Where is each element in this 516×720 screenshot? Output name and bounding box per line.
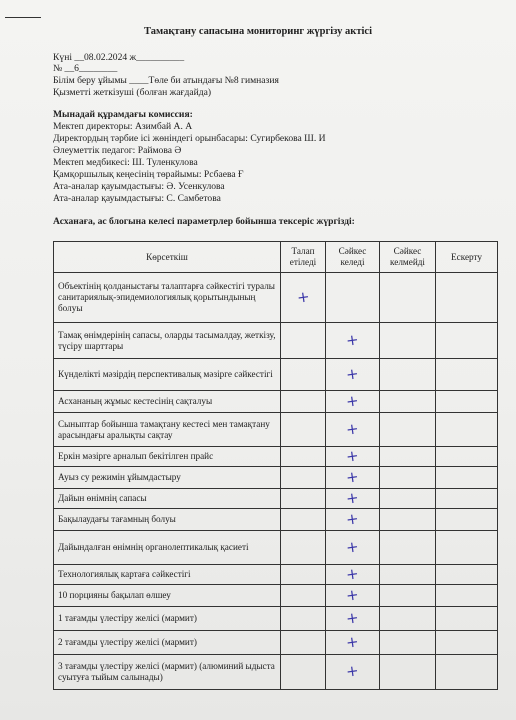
required-cell xyxy=(281,565,326,585)
indicator-cell: Объектінің қолданыстағы талаптарға сәйкестігі туралы санитариялық-эпидемиологиялық қорытындының болуы xyxy=(54,273,281,323)
note-cell xyxy=(436,531,498,565)
complies-cell xyxy=(326,413,380,447)
complies-cell xyxy=(326,323,380,359)
supplier-line: Қызметті жеткізуші (болған жағдайда) xyxy=(53,87,212,98)
plus-mark: + xyxy=(295,286,311,307)
not-complies-cell xyxy=(380,447,436,467)
commission-heading: Мынадай құрамдағы комиссия: xyxy=(53,109,193,120)
note-cell xyxy=(436,467,498,489)
required-cell xyxy=(281,447,326,467)
not-complies-cell xyxy=(380,565,436,585)
not-complies-cell xyxy=(380,531,436,565)
not-complies-cell xyxy=(380,467,436,489)
commission-member: Қамқоршылық кеңесінің төрайымы: Рсбаева Ғ xyxy=(53,169,244,180)
indicator-cell: Сыныптар бойынша тамақтану кестесі мен тамақтану арасындағы аралықты сақтау xyxy=(54,413,281,447)
table-row xyxy=(54,447,498,467)
not-complies-cell xyxy=(380,323,436,359)
complies-cell xyxy=(326,509,380,531)
commission-member: Мектеп медбикесі: Ш. Туленкулова xyxy=(53,157,198,168)
plus-mark: + xyxy=(345,418,360,439)
not-complies-cell xyxy=(380,489,436,509)
commission-member: Әлеуметтік педагог: Раймова Ә xyxy=(53,145,182,156)
not-complies-cell xyxy=(380,391,436,413)
indicator-cell: Асхананың жұмыс кестесінің сақталуы xyxy=(54,391,281,413)
table-row xyxy=(54,467,498,489)
plus-mark: + xyxy=(345,536,360,557)
plus-mark: + xyxy=(345,563,360,584)
complies-cell xyxy=(326,359,380,391)
required-cell xyxy=(281,607,326,631)
plus-mark: + xyxy=(345,631,360,652)
commission-member: Ата-аналар қауымдастығы: С. Самбетова xyxy=(53,193,221,204)
note-cell xyxy=(436,413,498,447)
complies-cell xyxy=(326,447,380,467)
not-complies-cell xyxy=(380,655,436,690)
top-rule xyxy=(5,17,41,18)
note-cell xyxy=(436,447,498,467)
required-cell xyxy=(281,413,326,447)
complies-cell xyxy=(326,531,380,565)
header-note: Ескерту xyxy=(436,242,498,273)
indicator-cell: 1 тағамды үлестіру желісі (мармит) xyxy=(54,607,281,631)
plus-mark: + xyxy=(345,508,360,529)
required-cell xyxy=(281,391,326,413)
required-cell xyxy=(281,273,326,323)
required-cell xyxy=(281,489,326,509)
not-complies-cell xyxy=(380,509,436,531)
complies-cell xyxy=(326,273,380,323)
not-complies-cell xyxy=(380,585,436,607)
check-heading: Асханаға, ас блогына келесі параметрлер бойынша тексеріс жүргізді: xyxy=(53,216,355,227)
indicator-cell: Технологиялық картаға сәйкестігі xyxy=(54,565,281,585)
plus-mark: + xyxy=(345,466,360,487)
note-cell xyxy=(436,655,498,690)
plus-mark: + xyxy=(345,329,360,350)
not-complies-cell xyxy=(380,273,436,323)
monitoring-table xyxy=(53,241,498,690)
indicator-cell: 2 тағамды үлестіру желісі (мармит) xyxy=(54,631,281,655)
note-cell xyxy=(436,323,498,359)
header-not-complies: Сәйкес келмейді xyxy=(380,242,436,273)
note-cell xyxy=(436,391,498,413)
note-cell xyxy=(436,565,498,585)
note-cell xyxy=(436,607,498,631)
required-cell xyxy=(281,359,326,391)
indicator-cell: Күнделікті мәзірдің перспективалық мәзірге сәйкестігі xyxy=(54,359,281,391)
indicator-cell: 10 порцияны бақылап өлшеу xyxy=(54,585,281,607)
required-cell xyxy=(281,509,326,531)
header-required: Талап етіледі xyxy=(281,242,326,273)
not-complies-cell xyxy=(380,631,436,655)
required-cell xyxy=(281,467,326,489)
indicator-cell: Бақылаудағы тағамның болуы xyxy=(54,509,281,531)
complies-cell xyxy=(326,585,380,607)
complies-cell xyxy=(326,565,380,585)
note-cell xyxy=(436,359,498,391)
table-row xyxy=(54,413,498,447)
required-cell xyxy=(281,585,326,607)
table-row xyxy=(54,359,498,391)
plus-mark: + xyxy=(345,584,360,605)
plus-mark: + xyxy=(345,607,360,628)
table-row xyxy=(54,489,498,509)
not-complies-cell xyxy=(380,413,436,447)
indicator-cell: 3 тағамды үлестіру желісі (мармит) (алюминий ыдыста суытуға тыйым салынады) xyxy=(54,655,281,690)
school-line: Білім беру ұйымы ____Төле би атындағы №8 гимназия xyxy=(53,75,279,86)
table-row xyxy=(54,509,498,531)
table-row xyxy=(54,531,498,565)
table-row xyxy=(54,323,498,359)
table-row xyxy=(54,565,498,585)
indicator-cell: Дайындалған өнімнің органолептикалық қасиеті xyxy=(54,531,281,565)
commission-member: Ата-аналар қауымдастығы: Ә. Усенкулова xyxy=(53,181,225,192)
document-title: Тамақтану сапасына мониторинг жүргізу актісі xyxy=(144,26,372,37)
plus-mark: + xyxy=(345,661,360,681)
complies-cell xyxy=(326,391,380,413)
header-indicator: Көрсеткіш xyxy=(54,242,281,273)
not-complies-cell xyxy=(380,359,436,391)
indicator-cell: Еркін мәзірге арналып бекітілген прайс xyxy=(54,447,281,467)
table-row xyxy=(54,631,498,655)
required-cell xyxy=(281,655,326,690)
complies-cell xyxy=(326,655,380,690)
header-complies: Сәйкес келеді xyxy=(326,242,380,273)
plus-mark: + xyxy=(345,390,360,411)
date-line: Күні __08.02.2024 ж__________ xyxy=(53,52,185,63)
note-cell xyxy=(436,273,498,323)
indicator-cell: Тамақ өнімдерінің сапасы, оларды тасымалдау, жеткізу, түсіру шарттары xyxy=(54,323,281,359)
not-complies-cell xyxy=(380,607,436,631)
commission-member: Директордың тәрбие ісі жөніндегі орынбасары: Сугирбекова Ш. И xyxy=(53,133,326,144)
note-cell xyxy=(436,585,498,607)
table-row xyxy=(54,273,498,323)
indicator-cell: Дайын өнімнің сапасы xyxy=(54,489,281,509)
plus-mark: + xyxy=(345,487,360,508)
required-cell xyxy=(281,631,326,655)
number-line: № __6________ xyxy=(53,63,118,74)
plus-mark: + xyxy=(345,363,360,384)
commission-member: Мектеп директоры: Азимбай А. А xyxy=(53,121,193,132)
required-cell xyxy=(281,323,326,359)
table-header-row xyxy=(54,242,498,273)
required-cell xyxy=(281,531,326,565)
note-cell xyxy=(436,631,498,655)
complies-cell xyxy=(326,607,380,631)
table-row xyxy=(54,391,498,413)
table-row xyxy=(54,607,498,631)
complies-cell xyxy=(326,489,380,509)
plus-mark: + xyxy=(345,445,360,466)
complies-cell xyxy=(326,467,380,489)
indicator-cell: Ауыз су режимін ұйымдастыру xyxy=(54,467,281,489)
note-cell xyxy=(436,509,498,531)
note-cell xyxy=(436,489,498,509)
complies-cell xyxy=(326,631,380,655)
table-row xyxy=(54,585,498,607)
table-row xyxy=(54,655,498,690)
